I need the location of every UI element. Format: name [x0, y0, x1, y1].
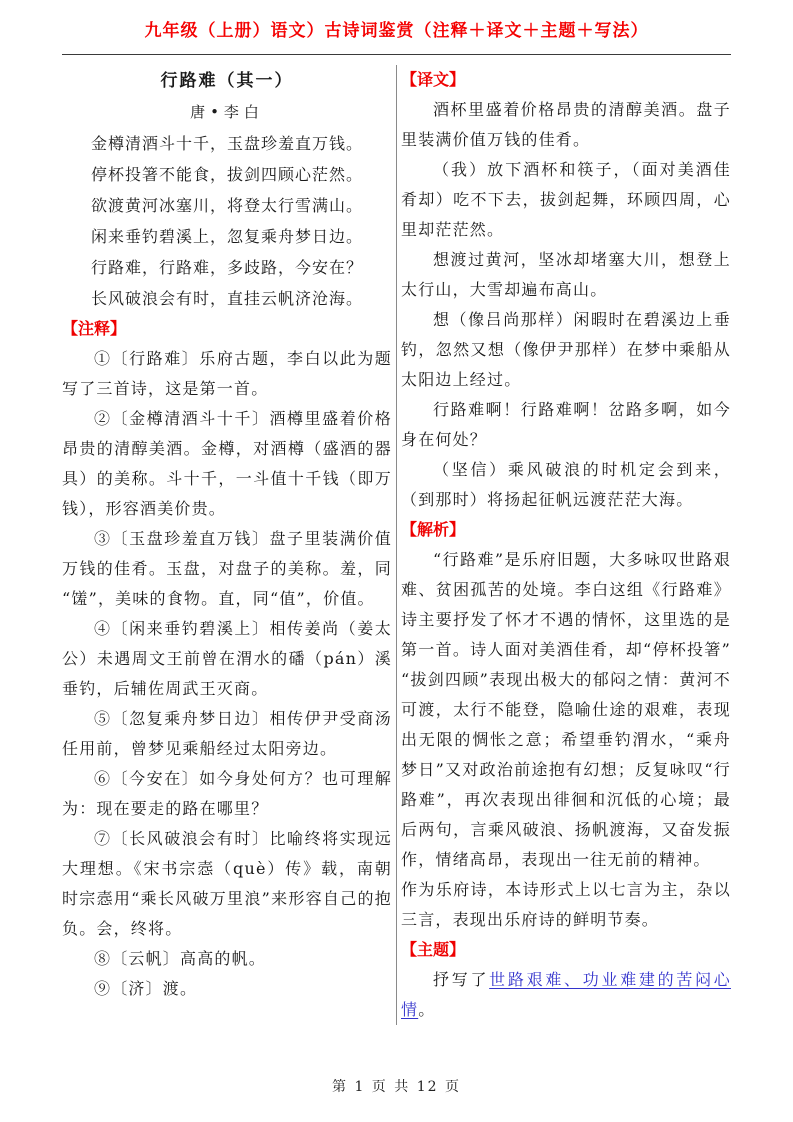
theme-section-header: 【主题】	[401, 940, 466, 959]
translation-paragraph: 想渡过黄河，坚冰却堵塞大川，想登上太行山，大雪却遍布高山。	[401, 250, 731, 299]
note-item: ⑦〔长风破浪会有时〕比喻终将实现远大理想。《宋书宗悫（què）传》载，南朝时宗悫用“乘长风破万里浪”来形容自己的抱负。会，终将。	[62, 829, 392, 938]
translation-paragraph: 行路难啊！行路难啊！岔路多啊，如今身在何处？	[401, 400, 731, 449]
translation-section-header: 【译文】	[401, 70, 466, 89]
note-item: ②〔金樽清酒斗十千〕酒樽里盛着价格昂贵的清醇美酒。金樽，对酒樽（盛酒的器具）的美称。斗十千，一斗值十千钱（即万钱），形容酒美价贵。	[62, 409, 392, 518]
header-rule	[62, 54, 731, 55]
note-item: ⑨〔济〕渡。	[94, 979, 198, 998]
poem-line: 长风破浪会有时，直挂云帆济沧海。	[90, 289, 363, 308]
notes-section-header: 【注释】	[62, 319, 127, 338]
theme-paragraph	[401, 965, 731, 1025]
document-title: 九年级（上册）语文）古诗词鉴赏（注释＋译文＋主题＋写法）	[144, 21, 649, 41]
poem-line: 金樽清酒斗十千，玉盘珍羞直万钱。	[90, 134, 363, 153]
note-item: ①〔行路难〕乐府古题，李白以此为题写了三首诗，这是第一首。	[62, 349, 392, 398]
analysis-paragraph: 作为乐府诗，本诗形式上以七言为主，杂以三言，表现出乐府诗的鲜明节奏。	[401, 880, 731, 929]
poem-line: 闲来垂钓碧溪上，忽复乘舟梦日边。	[90, 227, 363, 246]
note-item: ⑥〔今安在〕如今身处何方？也可理解为：现在要走的路在哪里？	[62, 769, 392, 818]
poem-line: 停杯投箸不能食，拔剑四顾心茫然。	[90, 165, 363, 184]
column-divider	[396, 65, 397, 1025]
page-number: 第 1 页 共 12 页	[332, 1079, 461, 1095]
theme-prefix: 抒写了	[433, 970, 490, 989]
translation-paragraph: 酒杯里盛着价格昂贵的清醇美酒。盘子里装满价值万钱的佳肴。	[401, 100, 731, 149]
translation-paragraph: （坚信）乘风破浪的时机定会到来，（到那时）将扬起征帆远渡茫茫大海。	[401, 460, 731, 509]
theme-highlight-text: 世路艰难、功业难建的苦闷心情	[401, 970, 731, 1019]
translation-paragraph: 想（像吕尚那样）闲暇时在碧溪边上垂钓，忽然又想（像伊尹那样）在梦中乘船从太阳边上经过。	[401, 310, 731, 389]
note-item: ⑤〔忽复乘舟梦日边〕相传伊尹受商汤任用前，曾梦见乘船经过太阳旁边。	[62, 709, 392, 758]
poem-line: 欲渡黄河冰塞川，将登太行雪满山。	[90, 196, 363, 215]
note-item: ④〔闲来垂钓碧溪上〕相传姜尚（姜太公）未遇周文王前曾在渭水的磻（pán）溪垂钓，后辅佐周武王灭商。	[62, 619, 392, 698]
left-column	[62, 65, 392, 1025]
analysis-section-header: 【解析】	[401, 520, 466, 539]
two-column-content	[62, 65, 731, 1025]
poem-title: 行路难（其一）	[160, 71, 294, 91]
analysis-paragraph: “行路难”是乐府旧题，大多咏叹世路艰难、贫困孤苦的处境。李白这组《行路难》诗主要抒发了怀才不遇的情怀，这里选的是第一首。诗人面对美酒佳肴，却“停杯投箸”“拔剑四顾”表现出极大的郁闷之情：黄河不可渡，太行不能登，隐喻仕途的艰难，表现出无限的惆怅之意；希望垂钓渭水，“乘舟梦日”又对政治前途抱有幻想；反复咏叹“行路难”，再次表现出徘徊和沉低的心境；最后两句，言乘风破浪、扬帆渡海，又奋发振作，情绪高昂，表现出一往无前的精神。	[401, 550, 731, 869]
right-column	[401, 65, 731, 1025]
note-item: ③〔玉盘珍羞直万钱〕盘子里装满价值万钱的佳肴。玉盘，对盘子的美称。羞，同“馐”，美味的食物。直，同“值”，价值。	[62, 529, 392, 608]
poem-line: 行路难，行路难，多歧路，今安在？	[90, 258, 363, 277]
theme-suffix: 。	[418, 1000, 436, 1019]
poem-author: 唐•李白	[190, 103, 264, 121]
translation-paragraph: （我）放下酒杯和筷子，（面对美酒佳肴却）吃不下去，拔剑起舞，环顾四周，心里却茫茫然。	[401, 160, 731, 239]
note-item: ⑧〔云帆〕高高的帆。	[94, 949, 267, 968]
